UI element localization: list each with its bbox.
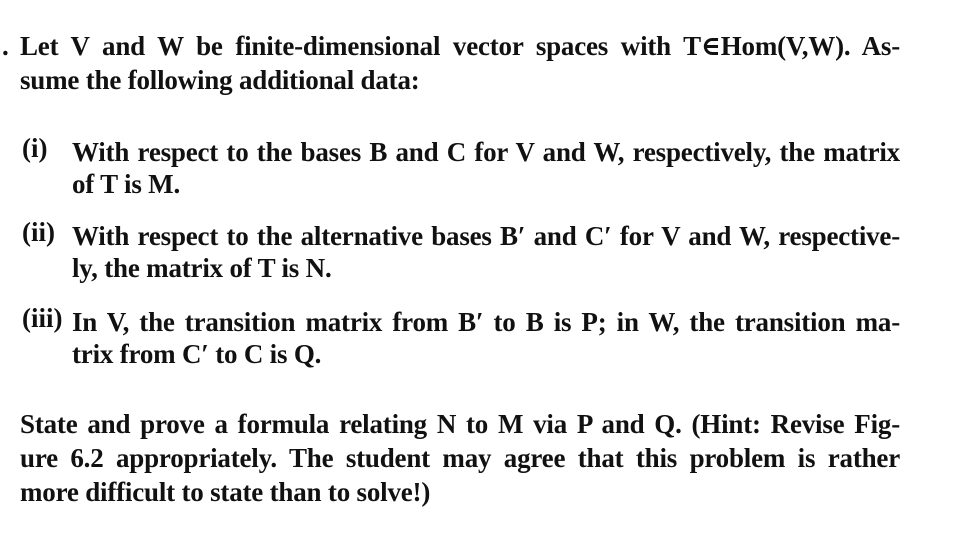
problem-number-dot: . (2, 31, 9, 61)
item-label-iii: (iii) (22, 303, 63, 333)
item-iii-line-1: In V, the transition matrix from B′ to B is P; in W, the transition ma- (72, 307, 900, 337)
item-i-line-1: With respect to the bases B and C for V and W, respectively, the matrix (72, 137, 900, 167)
intro-line-1: Let V and W be finite-dimensional vector spaces with T∈Hom(V,W). As- (20, 31, 900, 61)
item-label-ii: (ii) (22, 217, 55, 247)
item-label-i: (i) (22, 133, 48, 163)
intro-line-2: sume the following additional data: (20, 65, 420, 95)
item-i-line-2: of T is M. (72, 169, 181, 199)
closing-line-1: State and prove a formula relating N to M via P and Q. (Hint: Revise Fig- (20, 409, 900, 439)
item-ii-line-2: ly, the matrix of T is N. (72, 253, 332, 283)
closing-line-2: ure 6.2 appropriately. The student may agree that this problem is rather (20, 443, 900, 473)
closing-line-3: more difficult to state than to solve!) (20, 477, 431, 507)
item-iii-line-2: trix from C′ to C is Q. (72, 339, 322, 369)
item-ii-line-1: With respect to the alternative bases B′ and C′ for V and W, respective- (72, 221, 900, 251)
